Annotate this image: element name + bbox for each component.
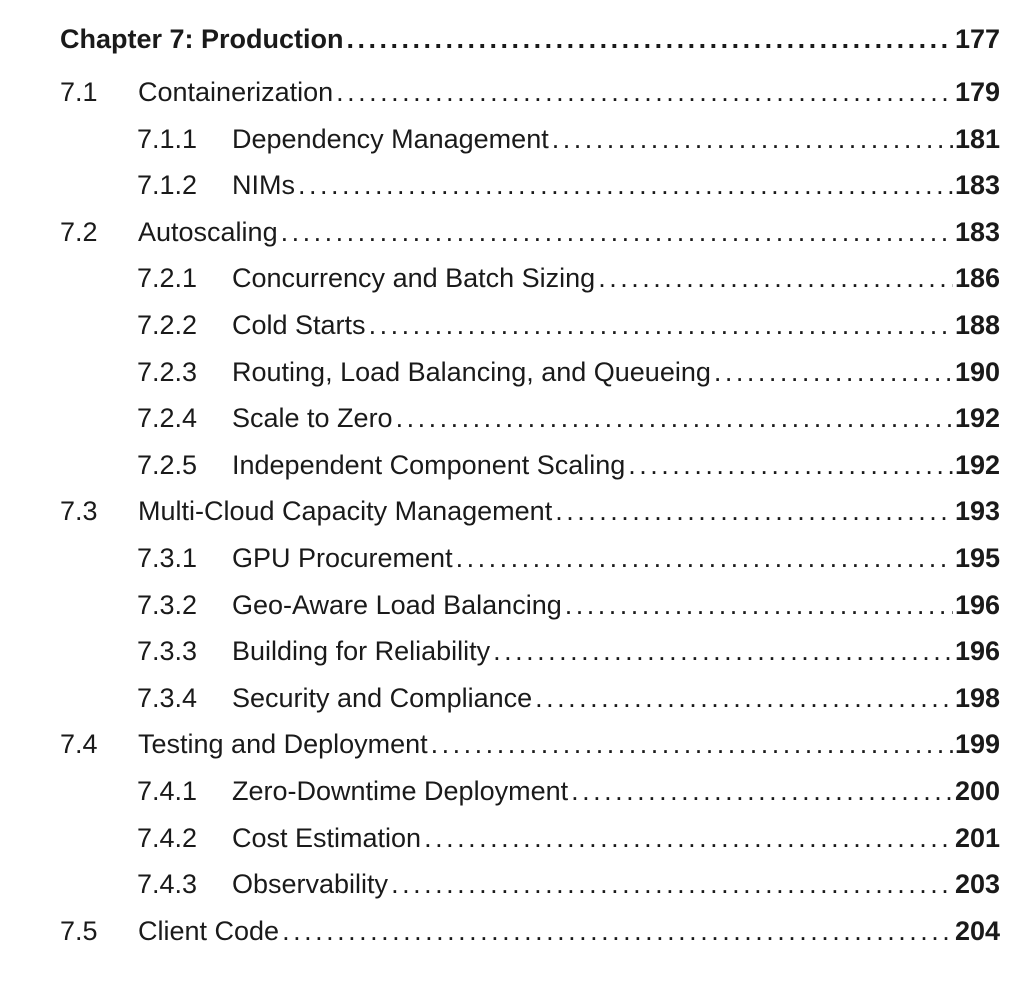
section-number: 7.4	[60, 729, 98, 760]
page-number: 199	[954, 729, 1000, 760]
dot-leader	[424, 823, 953, 854]
section-number: 7.2.2	[137, 309, 198, 340]
toc-entry-7-3-3[interactable]	[60, 636, 1000, 683]
section-number: 7.4.1	[137, 775, 198, 806]
dot-leader	[431, 729, 953, 760]
dot-leader	[282, 916, 953, 947]
section-number: 7.3.4	[137, 682, 198, 713]
section-number: 7.2.5	[137, 449, 198, 480]
dot-leader	[565, 590, 953, 621]
dot-leader	[535, 683, 953, 714]
section-number: 7.3.3	[137, 636, 198, 667]
section-title: Multi-Cloud Capacity Management	[138, 496, 553, 527]
page-number: 196	[954, 636, 1000, 667]
page-number: 183	[954, 170, 1000, 201]
section-title: Autoscaling	[138, 216, 278, 247]
section-number: 7.3	[60, 496, 98, 527]
table-of-contents	[60, 24, 1000, 962]
section-number: 7.2.1	[137, 263, 198, 294]
dot-leader	[714, 357, 953, 388]
page-number: 188	[954, 309, 1000, 340]
dot-leader	[396, 403, 953, 434]
page-number: 200	[954, 775, 1000, 806]
section-title: Concurrency and Batch Sizing	[232, 263, 596, 294]
section-title: Routing, Load Balancing, and Queueing	[232, 356, 711, 387]
dot-leader	[347, 24, 953, 55]
toc-entry-7-3[interactable]	[60, 496, 1000, 543]
chapter-title: Chapter 7: Production	[60, 24, 344, 54]
page-number: 192	[954, 403, 1000, 434]
page-number: 183	[954, 216, 1000, 247]
section-title: Cost Estimation	[232, 822, 422, 853]
section-number: 7.5	[60, 915, 98, 946]
toc-entry-7-4[interactable]	[60, 729, 1000, 776]
section-number: 7.2	[60, 216, 98, 247]
section-number: 7.1.2	[137, 170, 198, 201]
section-title: Scale to Zero	[232, 403, 393, 434]
toc-entry-7-1[interactable]	[60, 77, 1000, 124]
dot-leader	[628, 450, 953, 481]
toc-entry-7-3-2[interactable]	[60, 590, 1000, 637]
section-number: 7.4.2	[137, 822, 198, 853]
toc-entry-7-2-1[interactable]	[60, 263, 1000, 310]
section-number: 7.2.4	[137, 403, 198, 434]
section-title: Geo-Aware Load Balancing	[232, 589, 562, 620]
toc-entry-7-3-4[interactable]	[60, 683, 1000, 730]
toc-entry-7-1-1[interactable]	[60, 124, 1000, 171]
page-number: 204	[954, 915, 1000, 946]
toc-entry-7-4-3[interactable]	[60, 869, 1000, 916]
page-number: 193	[954, 496, 1000, 527]
page-number: 190	[954, 356, 1000, 387]
section-title: Independent Component Scaling	[232, 449, 626, 480]
toc-entry-7-2-4[interactable]	[60, 403, 1000, 450]
section-title: Containerization	[138, 77, 334, 107]
page-number: 181	[954, 123, 1000, 154]
toc-entry-7-2[interactable]	[60, 217, 1000, 264]
dot-leader	[369, 310, 953, 341]
section-number: 7.3.1	[137, 542, 198, 573]
section-title: GPU Procurement	[232, 542, 453, 573]
dot-leader	[281, 217, 953, 248]
section-number: 7.1.1	[137, 123, 198, 154]
dot-leader	[571, 776, 953, 807]
section-title: Building for Reliability	[232, 636, 491, 667]
toc-entry-7-5[interactable]	[60, 916, 1000, 963]
dot-leader	[552, 124, 953, 155]
dot-leader	[598, 263, 953, 294]
dot-leader	[555, 496, 953, 527]
page-number: 186	[954, 263, 1000, 294]
dot-leader	[336, 77, 953, 108]
toc-entry-7-4-2[interactable]	[60, 823, 1000, 870]
page-number: 203	[954, 869, 1000, 900]
toc-entry-7-1-2[interactable]	[60, 170, 1000, 217]
toc-entry-7-4-1[interactable]	[60, 776, 1000, 823]
section-number: 7.2.3	[137, 356, 198, 387]
chapter-page-number: 177	[954, 24, 1000, 54]
page-number: 192	[954, 449, 1000, 480]
section-title: Client Code	[138, 915, 280, 946]
page-number: 198	[954, 682, 1000, 713]
section-title: NIMs	[232, 170, 295, 201]
toc-chapter-entry[interactable]	[60, 24, 1000, 71]
section-number: 7.1	[60, 77, 98, 107]
section-title: Testing and Deployment	[138, 729, 428, 760]
section-title: Cold Starts	[232, 309, 366, 340]
page-number: 179	[954, 77, 1000, 107]
section-number: 7.4.3	[137, 869, 198, 900]
toc-entry-7-3-1[interactable]	[60, 543, 1000, 590]
page-number: 195	[954, 542, 1000, 573]
dot-leader	[456, 543, 953, 574]
section-number: 7.3.2	[137, 589, 198, 620]
toc-entry-7-2-2[interactable]	[60, 310, 1000, 357]
dot-leader	[298, 170, 953, 201]
section-title: Zero-Downtime Deployment	[232, 775, 569, 806]
section-title: Dependency Management	[232, 123, 549, 154]
section-title: Security and Compliance	[232, 682, 533, 713]
toc-entry-7-2-5[interactable]	[60, 450, 1000, 497]
page-number: 196	[954, 589, 1000, 620]
section-title: Observability	[232, 869, 389, 900]
dot-leader	[391, 869, 953, 900]
page-number: 201	[954, 822, 1000, 853]
toc-entry-7-2-3[interactable]	[60, 357, 1000, 404]
dot-leader	[493, 636, 953, 667]
